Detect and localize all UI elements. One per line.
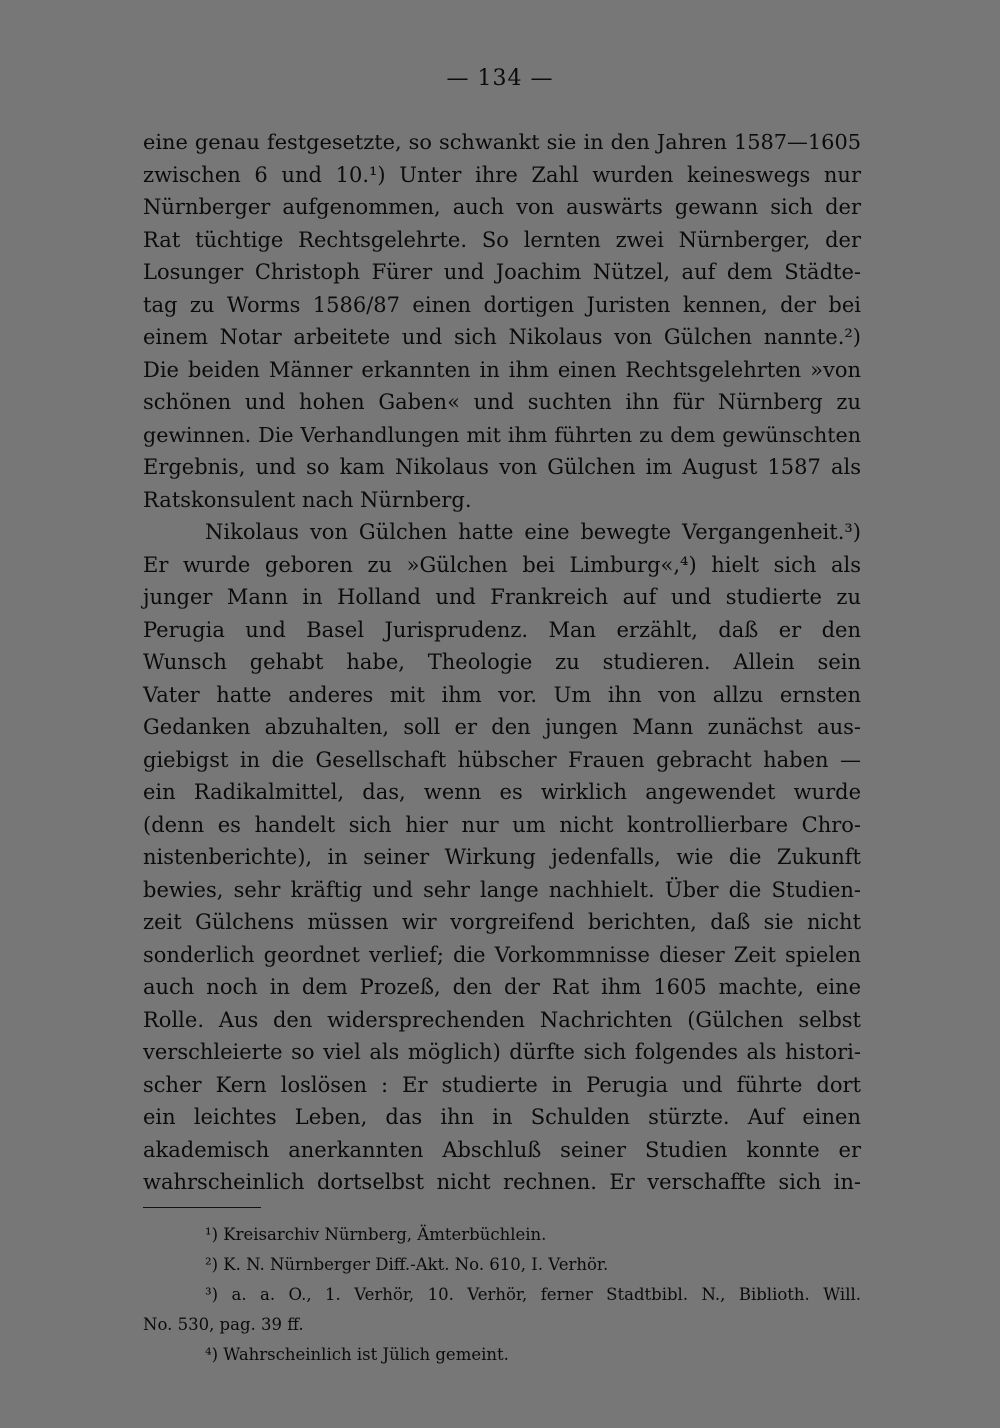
page-number: — 134 — (446, 66, 554, 91)
paragraph-end-line: Ratskonsulent nach Nürnberg. (143, 487, 472, 512)
text-line: nistenberichte), in seiner Wirkung jedenfalls, wie die Zukunft (143, 845, 861, 869)
text-line: scher Kern loslösen : Er studierte in Perugia und führte dort (143, 1072, 861, 1097)
text-line: verschleierte so viel als möglich) dürfte sich folgendes als histori- (143, 1040, 861, 1064)
footnote-3-continuation: No. 530, pag. 39 ff. (143, 1315, 304, 1334)
text-line: ein leichtes Leben, das ihn in Schulden stürzte. Auf einen (143, 1105, 861, 1129)
text-line: schönen und hohen Gaben« und suchten ihn für Nürnberg zu (143, 390, 861, 414)
text-line: akademisch anerkannten Abschluß seiner Studien konnte er (143, 1137, 861, 1162)
text-line: Er wurde geboren zu »Gülchen bei Limburg«,⁴) hielt sich als (143, 552, 861, 577)
footnotes (143, 1220, 861, 1370)
text-line: wahrscheinlich dortselbst nicht rechnen. Er verschaffte sich in- (143, 1170, 861, 1194)
text-line: auch noch in dem Prozeß, den der Rat ihm 1605 machte, eine (143, 975, 861, 999)
footnote-4: ⁴) Wahrscheinlich ist Jülich gemeint. (205, 1345, 509, 1364)
text-line: Nürnberger aufgenommen, auch von auswärts gewann sich der (143, 195, 861, 219)
text-line: Rat tüchtige Rechtsgelehrte. So lernten zwei Nürnberger, der (143, 227, 861, 252)
text-line: zeit Gülchens müssen wir vorgreifend berichten, daß sie nicht (143, 910, 861, 934)
text-line: tag zu Worms 1586/87 einen dortigen Juristen kennen, der bei (143, 292, 861, 317)
footnote-2: ²) K. N. Nürnberger Diff.-Akt. No. 610, I. Verhör. (205, 1255, 609, 1274)
text-line: zwischen 6 und 10.¹) Unter ihre Zahl wurden keineswegs nur (143, 162, 861, 187)
footnote-3: ³) a. a. O., 1. Verhör, 10. Verhör, ferner Stadtbibl. N., Biblioth. Will. (205, 1285, 861, 1304)
text-line: sonderlich geordnet verlief; die Vorkommnisse dieser Zeit spielen (143, 942, 861, 967)
text-line: Wunsch gehabt habe, Theologie zu studieren. Allein sein (143, 650, 861, 674)
text-line: Rolle. Aus den widersprechenden Nachrichten (Gülchen selbst (143, 1007, 861, 1032)
footnote-1: ¹) Kreisarchiv Nürnberg, Ämterbüchlein. (205, 1225, 547, 1244)
text-line: Gedanken abzuhalten, soll er den jungen Mann zunächst aus- (143, 715, 861, 739)
text-line: Ergebnis, und so kam Nikolaus von Gülchen im August 1587 als (143, 455, 861, 479)
text-line: Die beiden Männer erkannten in ihm einen Rechtsgelehrten »von (143, 357, 861, 382)
footnote-divider (143, 1207, 261, 1208)
text-line: junger Mann in Holland und Frankreich auf und studierte zu (143, 585, 861, 609)
text-line: giebigst in die Gesellschaft hübscher Frauen gebracht haben — (143, 747, 861, 772)
text-line: Vater hatte anderes mit ihm vor. Um ihn von allzu ernsten (143, 682, 861, 707)
text-line: (denn es handelt sich hier nur um nicht kontrollierbare Chro- (143, 812, 861, 837)
text-line: ein Radikalmittel, das, wenn es wirklich angewendet wurde (143, 780, 861, 804)
text-line: Perugia und Basel Jurisprudenz. Man erzählt, daß er den (143, 617, 861, 642)
text-line: Losunger Christoph Fürer und Joachim Nützel, auf dem Städte- (143, 260, 861, 284)
text-line: bewies, sehr kräftig und sehr lange nachhielt. Über die Studien- (143, 877, 861, 902)
text-line: eine genau festgesetzte, so schwankt sie in den Jahren 1587—1605 (143, 130, 861, 154)
text-line: einem Notar arbeitete und sich Nikolaus von Gülchen nannte.²) (143, 325, 861, 349)
body-text (143, 126, 861, 1199)
paragraph-start-line: Nikolaus von Gülchen hatte eine bewegte Vergangenheit.³) (205, 520, 861, 544)
text-line: gewinnen. Die Verhandlungen mit ihm führten zu dem gewünschten (143, 422, 861, 447)
